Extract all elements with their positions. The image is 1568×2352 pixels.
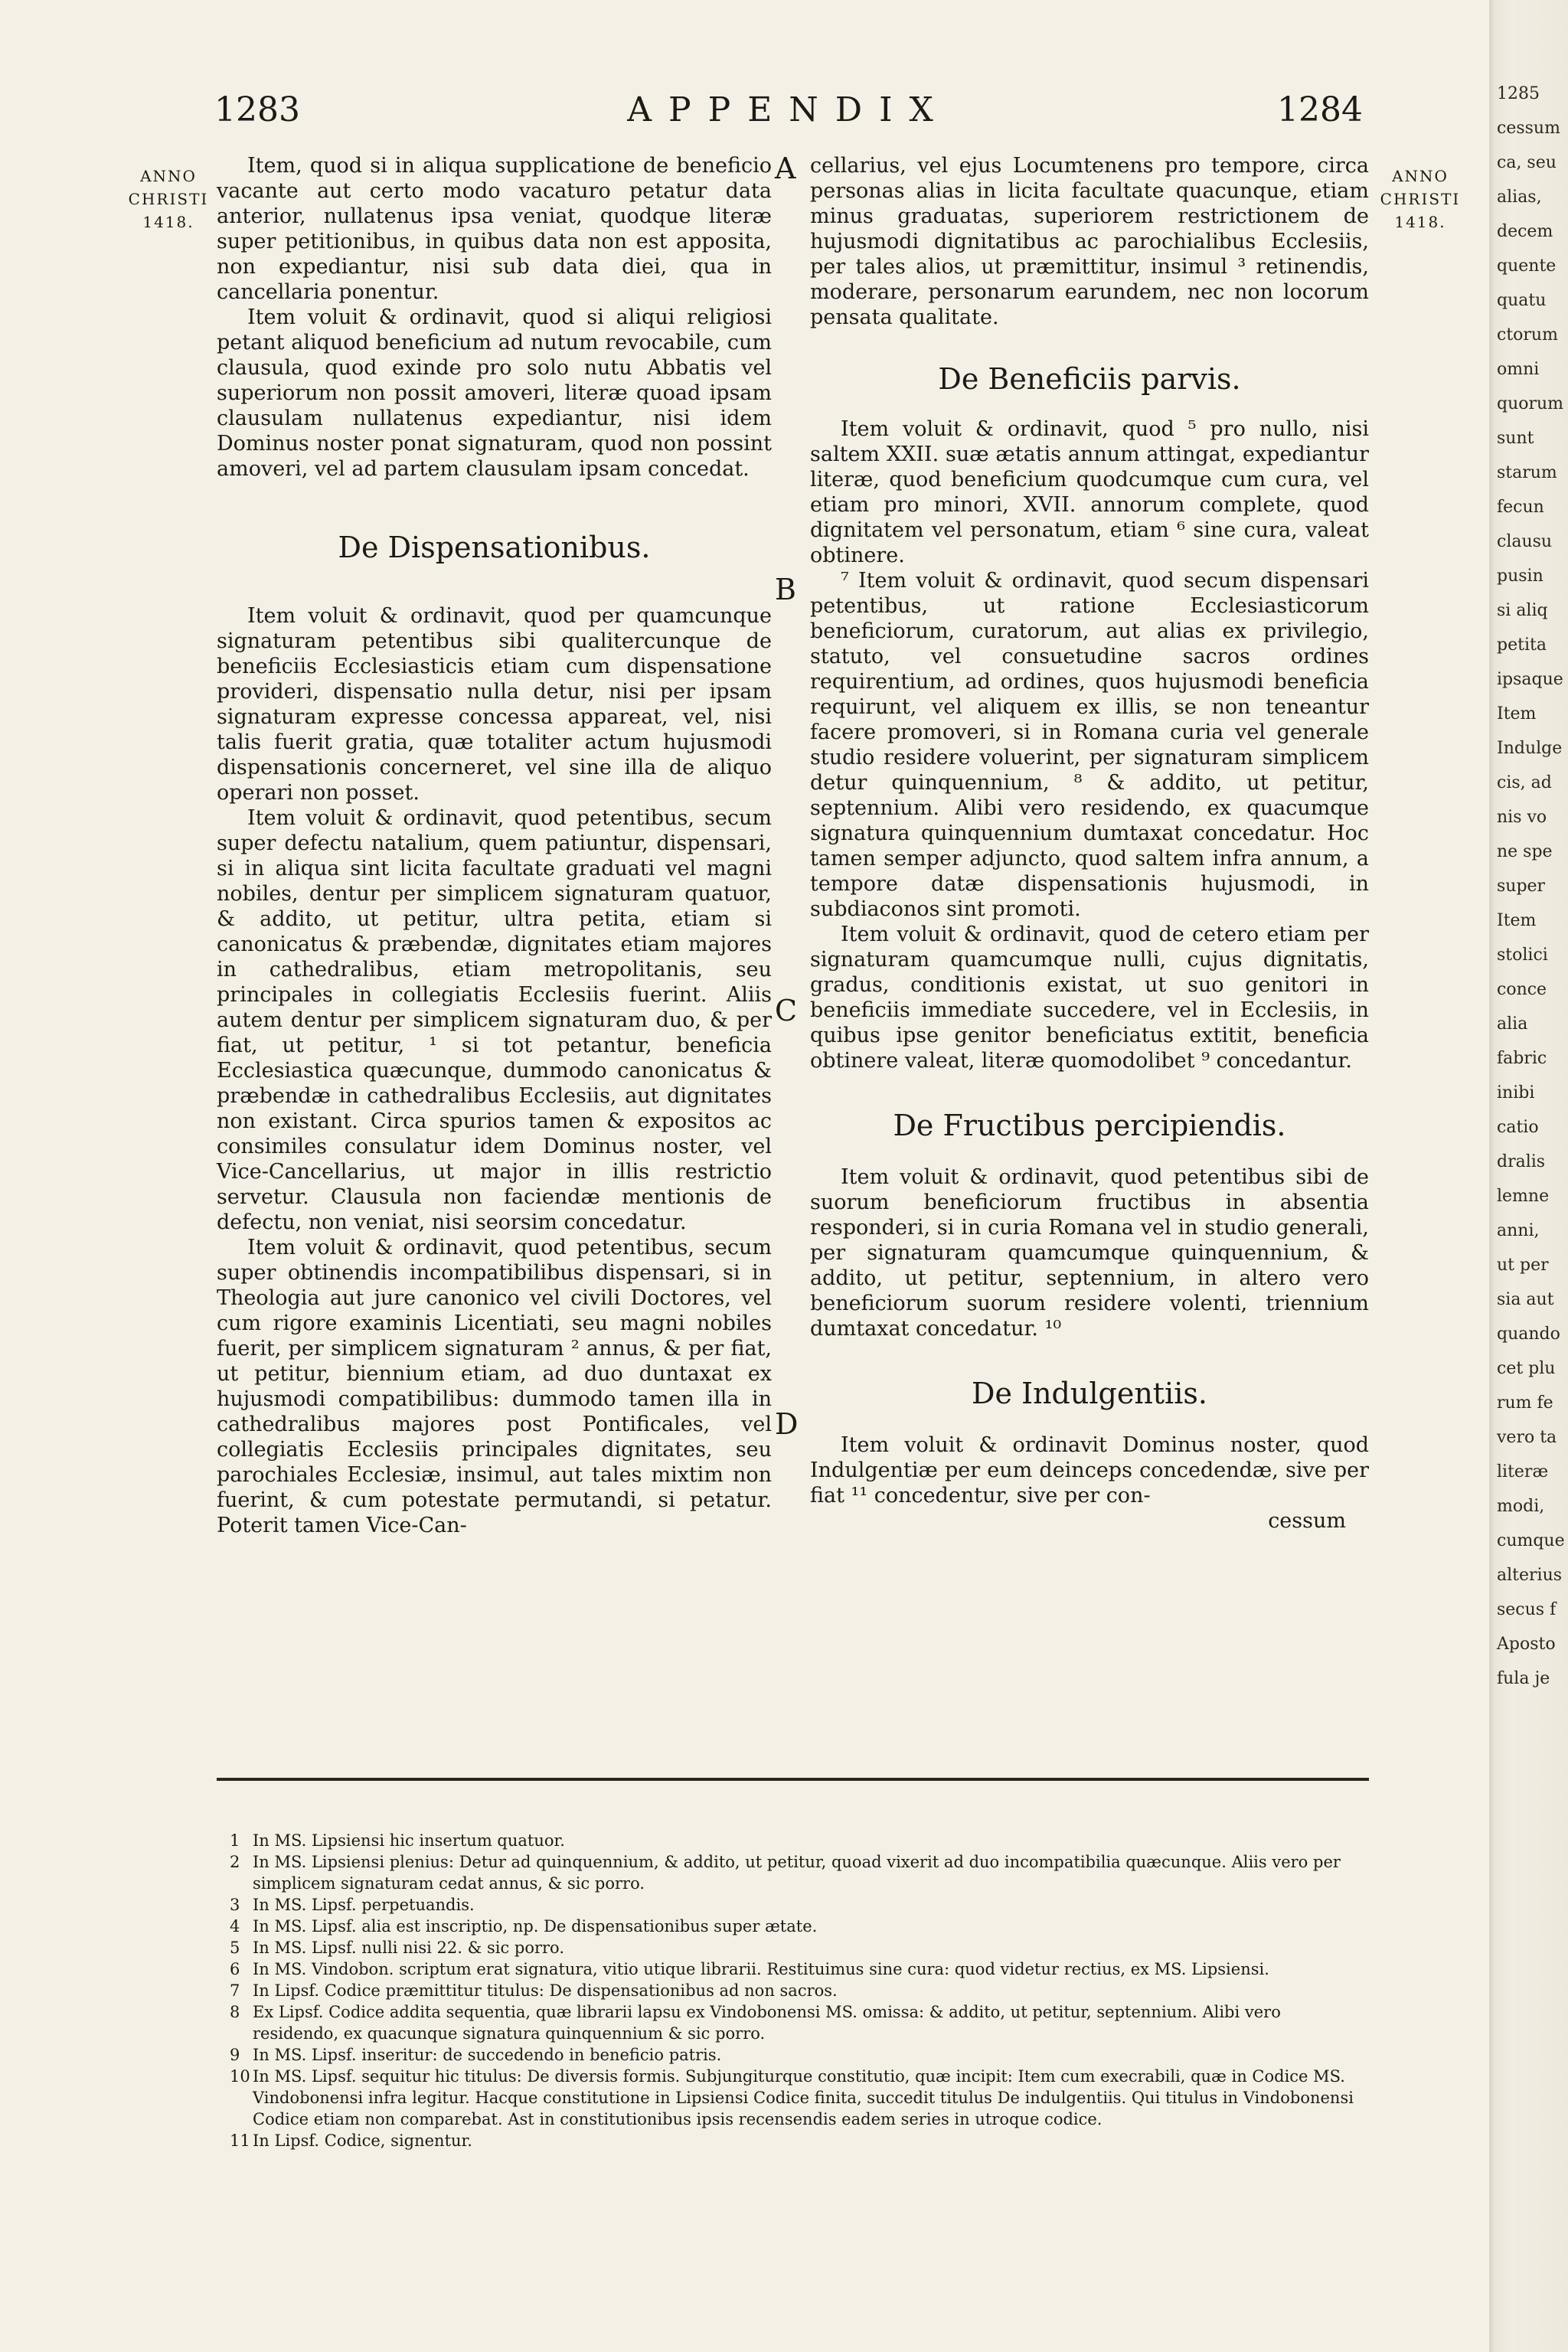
margin-year: 1418. [142, 213, 194, 231]
adjacent-page-line: cumque [1497, 1531, 1565, 1550]
adjacent-page-line: anni, [1497, 1221, 1540, 1240]
paragraph: Item voluit & ordinavit, quod per quamcunque signaturam petentibus sibi qualitercunque de beneficiis Ecclesiasticis etiam cum dispensatione provideri, dispensatio nulla detur, nisi per ipsam signaturam expresse concessa appareat, vel, nisi talis fuerit gratia, quæ totaliter actum hujusmodi dispensationis concerneret, vel sine illa de aliquo operari non posset. [217, 604, 772, 805]
adjacent-page-line: si aliq [1497, 601, 1548, 620]
margin-note-year-right [1374, 165, 1466, 234]
margin-note-year-left [126, 165, 211, 234]
adjacent-page-line: quente [1497, 256, 1557, 276]
adjacent-page-edge [1489, 0, 1568, 2352]
margin-christi: CHRISTI [1380, 190, 1461, 208]
footnote: 1 In MS. Lipsiensi hic insertum quatuor. [230, 1831, 565, 1850]
page-number-left: 1283 [214, 90, 300, 129]
adjacent-page-line: inibi [1497, 1083, 1535, 1102]
footnotes [230, 1830, 1363, 2151]
adjacent-page-line: stolici [1497, 946, 1548, 965]
right-column [810, 153, 1369, 1534]
footnote: 4 In MS. Lipsf. alia est inscriptio, np. De dispensationibus super ætate. [230, 1917, 818, 1936]
adjacent-page-line: sia aut [1497, 1290, 1554, 1309]
adjacent-page-line: omni [1497, 360, 1540, 379]
adjacent-page-line: dralis [1497, 1152, 1546, 1171]
adjacent-page-line: alia [1497, 1014, 1528, 1034]
adjacent-page-line: ctorum [1497, 325, 1558, 345]
adjacent-page-line: alterius [1497, 1566, 1563, 1585]
margin-anno: ANNO [1392, 167, 1449, 185]
adjacent-page-line: quatu [1497, 291, 1547, 310]
catchword: cessum [1268, 1509, 1346, 1533]
running-title: APPENDIX [627, 90, 950, 129]
section-letter-b: B [775, 573, 796, 606]
footnote: 11 In Lipsf. Codice, signentur. [230, 2132, 472, 2150]
adjacent-page-line: super [1497, 877, 1546, 896]
adjacent-page-line: clausu [1497, 532, 1553, 551]
margin-christi: CHRISTI [128, 190, 209, 208]
adjacent-page-line: quorum [1497, 394, 1564, 413]
adjacent-page-line: pusin [1497, 567, 1544, 586]
paragraph: Item voluit & ordinavit, quod si aliqui religiosi petant aliquod beneficium ad nutum revocabile, cum clausula, quod exinde pro solo nutu Abbatis vel superiorum non possit amoveri, literæ quoad ipsam clausulam nullatenus expediantur, nisi idem Dominus noster ponat signaturam, quod non possint amoveri, vel ad partem clausulam ipsam concedat. [217, 305, 772, 481]
section-heading: De Dispensationibus. [338, 531, 651, 564]
adjacent-page-line: vero ta [1497, 1428, 1557, 1447]
adjacent-page-line: Item [1497, 911, 1537, 930]
adjacent-page-line: ca, seu [1497, 153, 1557, 172]
adjacent-page-line: rum fe [1497, 1393, 1553, 1413]
adjacent-page-line: lemne [1497, 1187, 1550, 1206]
adjacent-page-line: ipsaque [1497, 670, 1563, 689]
adjacent-page-line: quando [1497, 1325, 1560, 1344]
adjacent-page-line: decem [1497, 222, 1553, 241]
paragraph: Item voluit & ordinavit, quod ⁵ pro nullo, nisi saltem XXII. suæ ætatis annum attingat, expediantur literæ, quod beneficium quodcumque cum cura, vel etiam pro minori, XVII. annorum complete, quod dignitatem vel personatum, etiam ⁶ sine cura, valeat obtinere. [810, 417, 1369, 567]
footnote: 9 In MS. Lipsf. inseritur: de succedendo in beneficio patris. [230, 2046, 722, 2064]
adjacent-page-line: Aposto [1497, 1635, 1556, 1654]
paragraph: ⁷ Item voluit & ordinavit, quod secum dispensari petentibus, ut ratione Ecclesiasticorum beneficiorum, curatorum, aut alias ex privilegio, statuto, vel consuetudine sacros ordines requirentium, ad ordines, quos hujusmodi beneficia requirunt, vel aliquem ex illis, se non teneantur facere promoveri, si in Romana curia vel generale studio residere voluerint, per signaturam simplicem detur quinquennium, ⁸ & addito, ut petitur, septennium. Alibi vero residendo, ex quacumque signatura quinquennium dumtaxat concedatur. Hoc tamen semper adjuncto, quod saltem infra annum, a tempore datæ dispensationis hujusmodi, in subdiaconos sint promoti. [810, 569, 1369, 921]
adjacent-page-line: cessum [1497, 119, 1560, 138]
paragraph: Item, quod si in aliqua supplicatione de beneficio vacante aut certo modo vacaturo petatur data anterior, nullatenus ipsa veniat, quodque literæ super petitionibus, in quibus data non est apposita, non expediantur, nisi sub data diei, qua in cancellaria ponentur. [217, 154, 772, 304]
adjacent-page-line: starum [1497, 463, 1557, 482]
margin-year: 1418. [1394, 213, 1446, 231]
footnote: 3 In MS. Lipsf. perpetuandis. [230, 1896, 475, 1914]
adjacent-page-line: fecun [1497, 498, 1544, 517]
paragraph: cellarius, vel ejus Locumtenens pro tempore, circa personas alias in licita facultate quacunque, etiam minus graduatas, superiorem restrictionem de hujusmodi dignitatibus ac parochialibus Ecclesiis, per tales alios, ut præmittitur, insimul ³ retinendis, moderare, personarum earundem, nec non locorum pensata qualitate. [810, 154, 1369, 329]
adjacent-page-line: petita [1497, 635, 1547, 655]
footnote: 2 In MS. Lipsiensi plenius: Detur ad quinquennium, & addito, ut petitur, quoad vixerit ad duo incompatibilia quæcunque. Aliis vero per simplicem signaturam cedat annus, & sic porro. [230, 1853, 1341, 1893]
adjacent-page-line: nis vo [1497, 808, 1547, 827]
section-letter-a: A [775, 152, 796, 185]
section-heading: De Beneficiis parvis. [938, 362, 1241, 396]
paragraph: Item voluit & ordinavit, quod de cetero etiam per signaturam quamcumque nulli, cujus dignitatis, gradus, conditionis existat, ut suo genitori in beneficiis immediate succedere, vel in Ecclesiis, in quibus ipse genitor beneficiatus extitit, beneficia obtinere valeat, literæ quomodolibet ⁹ concedantur. [810, 923, 1369, 1073]
section-letter-c: C [775, 994, 798, 1027]
adjacent-page-line: literæ [1497, 1462, 1549, 1481]
footnote: 8 Ex Lipsf. Codice addita sequentia, quæ librarii lapsu ex Vindobonensi MS. omissa: & addito, ut petitur, septennium. Alibi vero residendo, ex quacunque signatura quinquennium & sic porro. [230, 2003, 1281, 2043]
section-letter-d: D [775, 1407, 799, 1441]
page-number-right: 1284 [1277, 90, 1363, 129]
adjacent-page-line: ne spe [1497, 842, 1553, 861]
adjacent-page-line: conce [1497, 980, 1547, 999]
footnote: 6 In MS. Vindobon. scriptum erat signatura, vitio utique librarii. Restituimus sine cura: quod videtur rectius, ex MS. Lipsiensi. [230, 1960, 1269, 1978]
paragraph: Item voluit & ordinavit Dominus noster, quod Indulgentiæ per eum deinceps concedendæ, sive per fiat ¹¹ concedentur, sive per con- [810, 1433, 1369, 1508]
paragraph: Item voluit & ordinavit, quod petentibus, secum super obtinendis incompatibilibus dispensari, si in Theologia aut jure canonico vel civili Doctores, vel cum rigore examinis Licentiati, seu magni nobiles fuerit, per simplicem signaturam ² annus, & per fiat, ut petitur, biennium etiam, ad duo duntaxat ex hujusmodi compatibilibus: dummodo tamen illa in cathedralibus majores post Pontificales, vel collegiatis Ecclesiis principales dignitates, seu parochiales Ecclesiæ, insimul, aut tales mixtim non fuerint, & cum potestate permutandi, si petatur. Poterit tamen Vice-Can- [217, 1236, 772, 1537]
adjacent-page-line: secus f [1497, 1600, 1557, 1619]
adjacent-page-line: fabric [1497, 1049, 1547, 1068]
adjacent-page-line: sunt [1497, 429, 1534, 448]
running-head [214, 90, 1363, 136]
adjacent-page-line: fula je [1497, 1669, 1550, 1688]
adjacent-page-line: 1285 [1497, 84, 1540, 103]
adjacent-page-line: ut per [1497, 1256, 1549, 1275]
adjacent-page-line: cis, ad [1497, 773, 1552, 792]
footnote: 7 In Lipsf. Codice præmittitur titulus: De dispensationibus ad non sacros. [230, 1981, 838, 2000]
section-heading: De Indulgentiis. [972, 1377, 1207, 1410]
adjacent-page-line: modi, [1497, 1497, 1545, 1516]
adjacent-page-line: alias, [1497, 188, 1542, 207]
adjacent-page-line: catio [1497, 1118, 1539, 1137]
adjacent-page-line: Indulge [1497, 739, 1563, 758]
margin-anno: ANNO [140, 167, 197, 185]
paragraph: Item voluit & ordinavit, quod petentibus sibi de suorum beneficiorum fructibus in absentia responderi, si in curia Romana vel in studio generali, per signaturam quamcumque quinquennium, & addito, ut petitur, septennium, in altero vero beneficiorum suorum residere volenti, triennium dumtaxat concedatur. ¹⁰ [810, 1165, 1369, 1341]
adjacent-page-line: cet plu [1497, 1359, 1556, 1378]
paragraph: Item voluit & ordinavit, quod petentibus, secum super defectu natalium, quem patiuntur, dispensari, si in aliqua sint licita facultate graduati vel magni nobiles, dentur per simplicem signaturam quatuor, & addito, ut petitur, ultra petita, etiam si canonicatus & præbendæ, dignitates etiam majores in cathedralibus, etiam metropolitanis, seu principales in collegiatis Ecclesiis fuerint. Aliis autem dentur per simplicem signaturam duo, & per fiat, ut petitur, ¹ si tot petantur, beneficia Ecclesiastica quæcunque, dummodo canonicatus & præbendæ in cathedralibus Ecclesiis, aut dignitates non existant. Circa spurios tamen & expositos ac consimiles consulatur idem Dominus noster, vel Vice-Cancellarius, ut major in illis restrictio servetur. Clausula non faciendæ mentionis de defectu, non veniat, nisi seorsim concedatur. [217, 806, 772, 1234]
footnote: 10 In MS. Lipsf. sequitur hic titulus: De diversis formis. Subjungiturque constitutio, quæ incipit: Item cum execrabili, quæ in Codice MS. Vindobonensi infra legitur. Hacque constitutione in Lipsiensi Codice finita, succedit titulus De indulgentiis. Qui titulus in Vindobonensi Codice etiam non comparebat. Ast in constitutionibus ipsis recensendis eadem series in utroque codice. [230, 2067, 1354, 2128]
left-column [217, 153, 772, 1538]
section-heading: De Fructibus percipiendis. [893, 1109, 1286, 1142]
adjacent-page-line: Item [1497, 704, 1537, 724]
footnote-rule [217, 1778, 1369, 1781]
footnote: 5 In MS. Lipsf. nulli nisi 22. & sic porro. [230, 1939, 565, 1957]
